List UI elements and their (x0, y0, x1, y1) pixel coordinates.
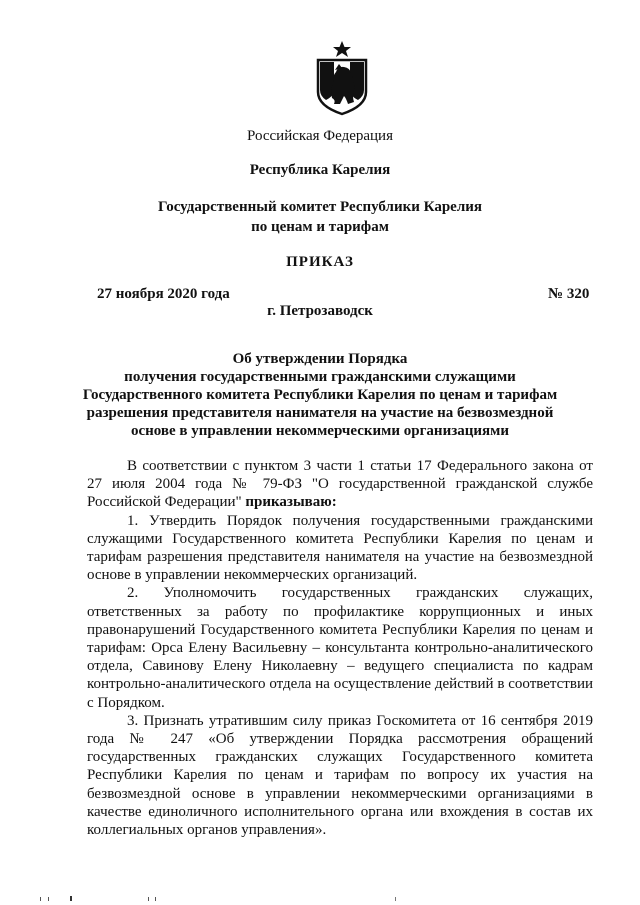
intro-paragraph (87, 457, 593, 512)
title-line: Об утверждении Порядка (232, 351, 408, 367)
document-type: ПРИКАЗ (286, 254, 354, 270)
item-1-paragraph: 1. Утвердить Порядок получения государственными гражданскими служащими Государственного комитета Республики Карелия по ценам и тарифам разрешения представителя нанимателя на участие на безвозмездной основе в управлении некоммерческих организаций. (87, 512, 593, 584)
item-2-paragraph: 2. Уполномочить государственных гражданских служащих, ответственных за работу по профилактике коррупционных и иных правонарушений Государственного комитета Республики Карелия по ценам и тарифам: Орса Елену Васильевну – консультанта контрольно-аналитического отдела, Савинову Елену Николаевну – ведущего специалиста по кадрам контрольно-аналитического отдела на осуществление действий в соответствии с Порядком. (87, 585, 593, 711)
document-date: 27 ноября 2020 года (97, 286, 230, 302)
title-line: Государственного комитета Республики Карелия по ценам и тарифам (82, 387, 558, 403)
title-line: основе в управлении некоммерческими организациями (130, 423, 510, 439)
federation-label: Российская Федерация (247, 128, 393, 144)
scan-artifacts (0, 895, 640, 903)
title-line: получения государственными гражданскими служащими (124, 369, 516, 385)
item-3-paragraph: 3. Признать утратившим силу приказ Госкомитета от 16 сентября 2019 года № 247 «Об утверждении Порядка рассмотрения обращений государственных гражданских служащих Государственного комитета Республики Карелия по ценам и тарифам по вопросу их участия на безвозмездной основе в управлении некоммерческими организациями в качестве единоличного исполнительного органа или вхождения в состав их коллегиальных органов управления». (87, 712, 593, 839)
karelia-coat-of-arms-icon (314, 40, 370, 116)
document-city: г. Петрозаводск (267, 303, 373, 319)
intro-text: В соответствии с пунктом 3 части 1 статьи 17 Федерального закона от 27 июля 2004 года № 79-ФЗ "О государственной гражданской службе Российской Федерации" (87, 458, 593, 511)
committee-line-2: по ценам и тарифам (251, 219, 389, 235)
document-number: № 320 (548, 286, 590, 302)
document-body (87, 457, 593, 839)
committee-line-1: Государственный комитет Республики Карелия (158, 199, 482, 215)
republic-label: Республика Карелия (249, 162, 391, 178)
title-line: разрешения представителя нанимателя на участие на безвозмездной (86, 405, 554, 421)
intro-directive: приказываю: (245, 494, 337, 511)
committee-name (0, 197, 640, 237)
document-title (0, 350, 640, 440)
